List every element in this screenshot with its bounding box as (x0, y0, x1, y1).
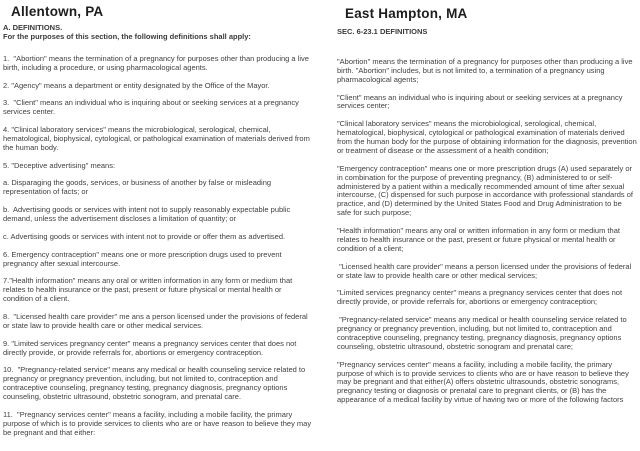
allentown-definitions-list (3, 55, 312, 438)
east-hampton-column (337, 0, 637, 414)
definition-paragraph: 1. "Abortion" means the termination of a pregnancy for purposes other than producing a live birth, including a procedure, or using pharmacological agents. (3, 53, 312, 72)
east-hampton-definitions-list (337, 58, 637, 405)
definition-paragraph: "Licensed health care provider" means a person licensed under the provisions of federal or state law to provide health care or other medical services; (337, 261, 634, 280)
allentown-definitions-heading-line: A. DEFINITIONS. (3, 23, 63, 32)
definition-paragraph: b. Advertising goods or services with intent not to supply reasonably expectable public demand, unless the advertisement discloses a limitation of quantity; or (3, 205, 293, 224)
definition-paragraph: a. Disparaging the goods, services, or business of another by false or misleading representation of facts; or (3, 178, 274, 197)
east-hampton-section-heading: SEC. 6-23.1 DEFINITIONS (337, 27, 428, 36)
definition-paragraph: "Client" means an individual who is inquiring about or seeking services at a pregnancy services center; (337, 92, 625, 111)
definition-paragraph: c. Advertising goods or services with intent not to provide or offer them as advertised. (3, 231, 286, 241)
east-hampton-city-title: East Hampton, MA (345, 6, 468, 21)
definition-paragraph: 6. Emergency contraception" means one or more prescription drugs used to prevent pregnancy after sexual intercourse. (3, 249, 284, 268)
definition-paragraph: 9. "Limited services pregnancy center" means a pregnancy services center that does not directly provide, or provide referrals for, abortions or emergency contraception. (3, 338, 299, 357)
definition-paragraph: "Limited services pregnancy center" means a pregnancy services center that does not directly provide, or provide referrals for, abortions or emergency contraception; (337, 288, 625, 307)
allentown-section-heading (3, 24, 312, 42)
definition-paragraph: 5. "Deceptive advertising" means: (3, 160, 116, 170)
definition-paragraph: "Pregnancy-related service" means any medical or health counseling service related to pregnancy or pregnancy prevention, including, but not limited to, contraception and contraceptive counseling, pregnancy testing, pregnancy diagnosis, pregnancy options counseling, obstetric ultrasound, obstetric sonogram and prenatal care; (337, 315, 629, 351)
definition-paragraph: "Health information" means any oral or written information in any form or medium that relates to health insurance or the past, present or future physical or mental health or condition of a client; (337, 226, 623, 253)
definition-paragraph: "Abortion" means the termination of a pregnancy for purposes other than producing a live birth. "Abortion" includes, but is not limited to, a termination of a pregnancy using pharmacological agents; (337, 56, 635, 84)
definition-paragraph: 7."Health information" means any oral or written information in any form or medium that relates to health insurance or the past, present or future physical or mental health or condition of a client. (3, 276, 295, 304)
allentown-column (3, 0, 312, 446)
definition-paragraph: 4. "Clinical laboratory services" means the microbiological, serological, chemical, hematological, biophysical, cytological, or pathological examination of materials derived from the human body. (3, 125, 312, 152)
definition-paragraph: "Emergency contraception" means one or more prescription drugs (A) used separately or in combination for the purpose of preventing pregnancy, (B) administered to or self-administered by a patient within a medically recommended amount of time after sexual intercourse, (C) dispensed for such purpose in accordance with professional standards of practice, and (D) determined by the United States Food and Drug Administration to be safe for such purpose; (337, 163, 636, 218)
definition-paragraph: "Pregnancy services center" means a facility, including a mobile facility, the primary purpose of which is to provide services to clients who are or have reason to believe they may be pregnant and that either(A) offers obstetric ultrasounds, obstetric sonograms, pregnancy testing or diagnosis or prenatal care to pregnant clients, or (B) has the appearance of a medical facility by virtue of having two or more of the following factors (337, 359, 631, 405)
definition-paragraph: 3. "Client" means an individual who is inquiring about or seeking services at a pregnancy services center. (3, 98, 301, 117)
definition-paragraph: 11. "Pregnancy services center" means a facility, including a mobile facility, the primary purpose of which is to provide services to clients who are or have reason to believe they may be pregnant and that either: (3, 409, 314, 437)
definition-paragraph: 10. "Pregnancy-related service" means any medical or health counseling service related to pregnancy or pregnancy prevention, including, but not limited to, contraception and contraceptive counseling, pregnancy testing, pregnancy diagnosis, pregnancy options counseling, obstetric ultrasound, obstetric sonogram, and prenatal care. (3, 365, 308, 402)
definition-paragraph: 8. "Licensed health care provider" me ans a person licensed under the provisions of federal or state law to provide health care or other medical services. (3, 311, 310, 330)
definition-paragraph: 2. "Agency" means a department or entity designated by the Office of the Mayor. (3, 80, 270, 90)
allentown-city-title: Allentown, PA (11, 4, 104, 19)
definition-paragraph: "Clinical laboratory services" means the microbiological, serological, chemical, hematological, biophysical, cytological or pathological examination of materials derived from the human body for the purpose of obtaining information for the diagnosis, prevention or treatment of disease or the assessment of a health condition; (337, 119, 639, 155)
allentown-definitions-heading-line: For the purposes of this section, the following definitions shall apply: (3, 31, 251, 41)
